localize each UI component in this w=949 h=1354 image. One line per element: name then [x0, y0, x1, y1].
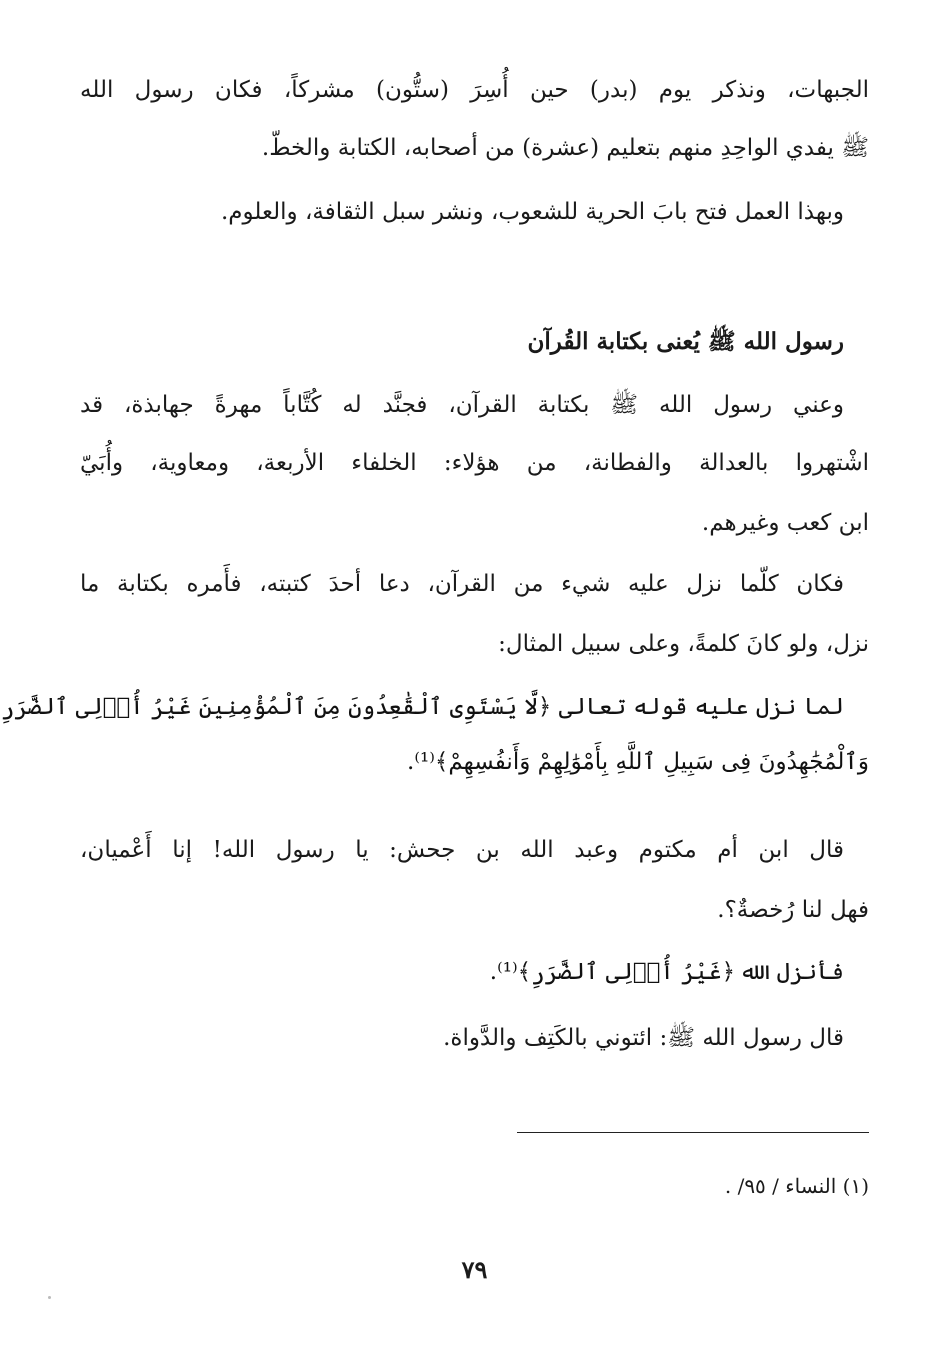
paragraph-1-line-1: الجبهات، ونذكر يوم (بدر) حين أُسِرَ (ستُّون) مشركاً، فكان رسول الله	[80, 77, 869, 103]
paragraph-6-line-1: قال ابن أم مكتوم وعبد الله بن جحش: يا رسول الله! إنا أَعْميان،	[80, 837, 844, 863]
paragraph-8-line-1: قال رسول الله ﷺ: ائتوني بالكَتِف والدَّواة.	[443, 1025, 844, 1051]
paragraph-2-line-1: وبهذا العمل فتح بابَ الحرية للشعوب، ونشر سبل الثقافة، والعلوم.	[220, 199, 844, 225]
paragraph-6-line-2: فهل لنا رُخصةٌ؟.	[717, 897, 869, 923]
paragraph-4-line-1: فكان كلّما نزل عليه شيء من القرآن، دعا أحدَ كتبته، فأَمره بكتابة ما	[80, 571, 844, 597]
paragraph-3-line-1: وعني رسول الله ﷺ بكتابة القرآن، فجنَّد له كُتَّاباً مهرةً جهابذة، قد	[80, 392, 844, 418]
section-heading: رسول الله ﷺ يُعنى بكتابة القُرآن	[527, 328, 844, 355]
paragraph-1-line-2: ﷺ يفدي الواحِدِ منهم بتعليم (عشرة) من أصحابه، الكتابة والخطّ.	[261, 135, 869, 161]
page-number: ٧٩	[461, 1255, 488, 1284]
paragraph-3-line-2: اشْتهروا بالعدالة والفطانة، من هؤلاء: الخلفاء الأربعة، ومعاوية، وأُبَيّ	[80, 450, 869, 476]
footnote: (١) النساء / ٩٥/ .	[724, 1174, 869, 1198]
scan-speck	[48, 1296, 51, 1299]
footnote-divider	[517, 1132, 869, 1133]
paragraph-5-line-2: وَٱلْمُجَٰهِدُونَ فِى سَبِيلِ ٱللَّهِ بِأَمْوَٰلِهِمْ وَأَنفُسِهِمْ﴾⁽¹⁾.	[407, 749, 869, 775]
paragraph-4-line-2: نزل، ولو كانَ كلمةً، وعلى سبيل المثال:	[498, 631, 869, 657]
paragraph-5-line-1: لما نزل عليه قوله تعالى ﴿لَّا يَسْتَوِى ٱلْقَٰعِدُونَ مِنَ ٱلْمُؤْمِنِينَ غَيْرُ أُو۟لِى ٱلضَّرَرِ	[0, 694, 844, 720]
paragraph-3-line-3: ابن كعب وغيرهم.	[701, 510, 869, 536]
paragraph-7-line-1: فأنزل الله ﴿غَيْرُ أُو۟لِى ٱلضَّرَرِ﴾⁽¹⁾.	[489, 959, 844, 985]
